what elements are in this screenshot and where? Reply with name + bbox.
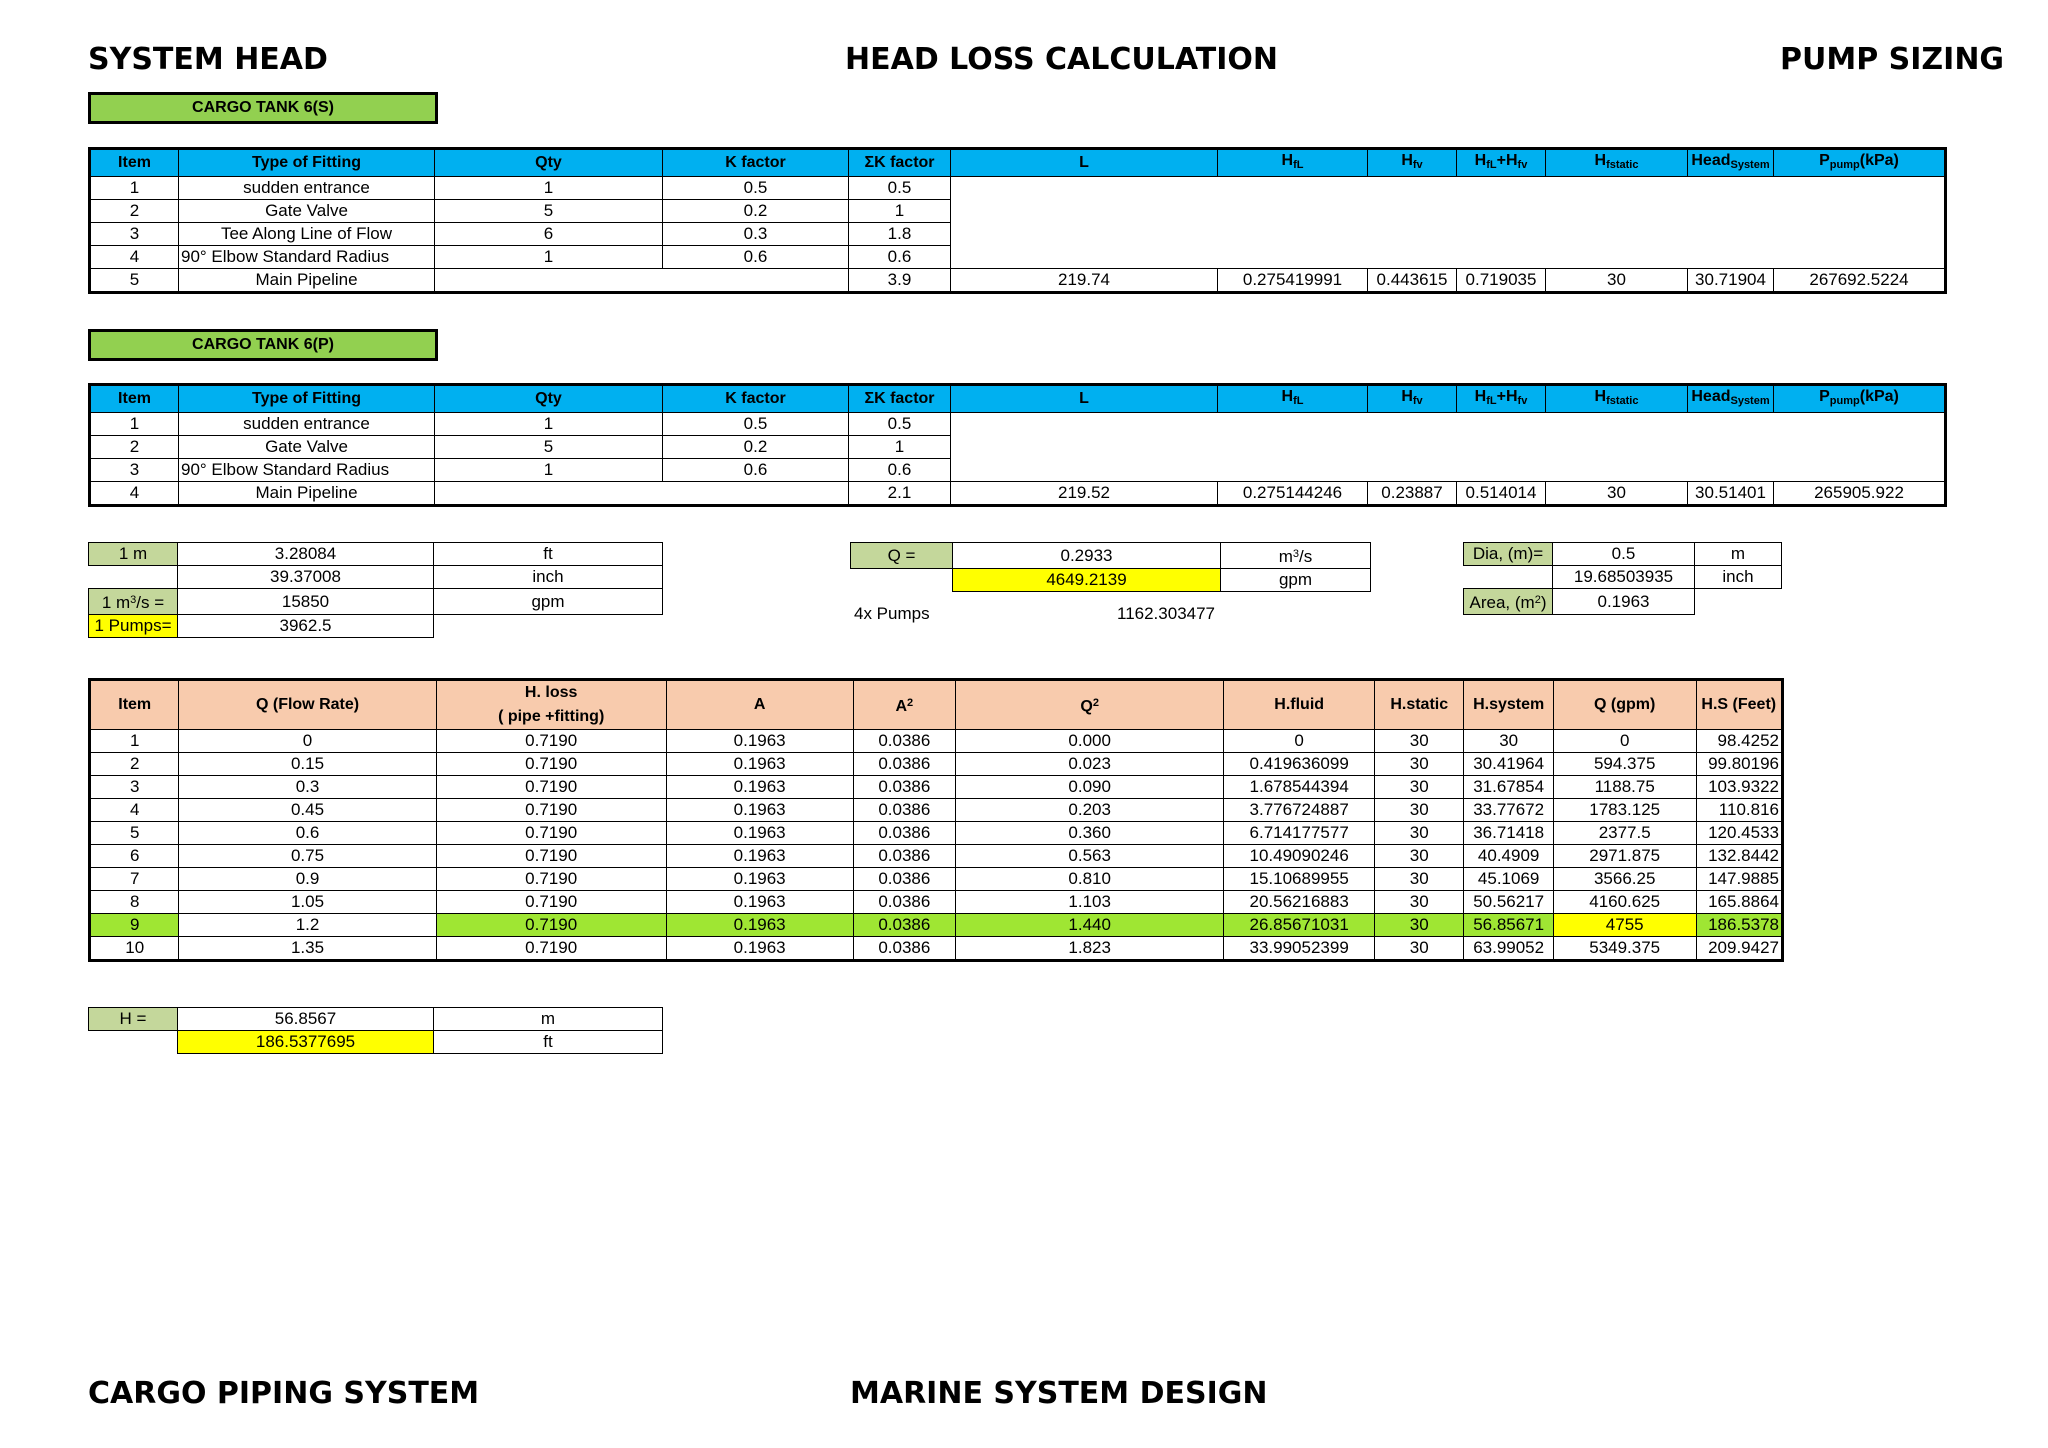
col-area: A [666,680,853,730]
cell-sumk: 1 [849,200,951,223]
col-hfl: $H_{fL}$ [1218,385,1368,413]
cell-item: 10 [90,937,179,961]
cell-area: 0.1963 [666,730,853,753]
cell-qty: 1 [435,177,663,200]
dia-inch-unit: inch [1695,566,1782,589]
col-ppump: $P_{pump}(kPa)$ [1774,149,1946,177]
cell-head-loss: 0.7190 [436,845,666,868]
cell-type: sudden entrance [179,413,435,436]
cell-q-squared: 0.203 [956,799,1224,822]
cell-q-gpm: 4755 [1553,914,1696,937]
blank [434,615,663,638]
cell-h-fluid: 1.678544394 [1224,776,1375,799]
cell-type: sudden entrance [179,177,435,200]
cell-item: 3 [90,459,179,482]
pumps-value: 3962.5 [178,615,434,638]
tank-p-fitting-table [88,383,1947,507]
head-result-meters-unit: m [434,1008,663,1031]
cell-item: 8 [90,891,179,914]
col-hsum: $H_{fL}+H_{fv}$ [1457,149,1546,177]
unit-conversion-table [88,542,663,638]
cell-k: 0.2 [663,200,849,223]
cell-item: 7 [90,868,179,891]
cell-h-system: 63.99052 [1464,937,1553,961]
cell-sumk: 3.9 [849,269,951,293]
cell-item: 4 [90,799,179,822]
pumps-label: 1 Pumps= [89,615,178,638]
cell-h-fluid: 26.85671031 [1224,914,1375,937]
cell-item: 5 [90,822,179,845]
col-head: Head$_{System}$ [1688,149,1774,177]
cell-q-squared: 1.440 [956,914,1224,937]
cell-head: 30.71904 [1688,269,1774,293]
cell-flow-rate: 0.75 [179,845,436,868]
col-k: K factor [663,385,849,413]
tank-s-header-row [90,149,1946,177]
cell-qty: 1 [435,459,663,482]
cell-flow-rate: 0.45 [179,799,436,822]
cell-hsum: 0.514014 [1457,482,1546,506]
col-hfl: $H_{fL}$ [1218,149,1368,177]
cell-item: 2 [90,200,179,223]
inch-value: 39.37008 [178,566,434,589]
footer-cargo-piping-system: CARGO PIPING SYSTEM [88,1376,480,1411]
area-label: Area, $(m^2)$ [1464,589,1553,615]
col-h-system: H.system [1464,680,1553,730]
cell-item: 4 [90,246,179,269]
blank [1695,589,1782,615]
col-hs-feet: H.S (Feet) [1696,680,1782,730]
cell-area: 0.1963 [666,799,853,822]
cell-q-squared: 0.000 [956,730,1224,753]
cell-h-system: 56.85671 [1464,914,1553,937]
cell-area: 0.1963 [666,753,853,776]
cell-head-loss: 0.7190 [436,891,666,914]
inch-unit: inch [434,566,663,589]
col-item: Item [90,149,179,177]
gpm-value: 15850 [178,589,434,615]
tank-s-fitting-table [88,147,1947,294]
cell-type: Main Pipeline [179,269,435,293]
cell-head-loss: 0.7190 [436,822,666,845]
table-row [90,868,1783,891]
head-result-feet: 186.5377695 [178,1031,434,1054]
table-row [90,891,1783,914]
cell-hs-feet: 209.9427 [1696,937,1782,961]
flow-gpm-unit: gpm [1221,569,1371,592]
col-hfv: $H_{fv}$ [1368,385,1457,413]
flow-q-unit: $m^3/s$ [1221,543,1371,569]
cell-blank [435,269,849,293]
cell-item: 3 [90,776,179,799]
col-item: Item [90,680,179,730]
feet-unit: ft [434,543,663,566]
dia-unit: m [1695,543,1782,566]
col-ppump: $P_{pump}(kPa)$ [1774,385,1946,413]
col-type: Type of Fitting [179,385,435,413]
cell-area-squared: 0.0386 [853,730,955,753]
cell-flow-rate: 0.6 [179,822,436,845]
main-pipeline-row [90,269,1946,293]
cell-q-gpm: 1188.75 [1553,776,1696,799]
cell-item: 3 [90,223,179,246]
cell-area-squared: 0.0386 [853,937,955,961]
table-row [90,937,1783,961]
cell-q-squared: 0.810 [956,868,1224,891]
col-hstatic: $H_{fstatic}$ [1546,385,1688,413]
cell-flow-rate: 1.2 [179,914,436,937]
col-h-static: H.static [1375,680,1464,730]
cell-k: 0.6 [663,459,849,482]
dia-inch-value: 19.68503935 [1553,566,1695,589]
empty-area [951,177,1946,269]
cell-item: 2 [90,753,179,776]
cell-q-squared: 0.023 [956,753,1224,776]
cell-item: 1 [90,730,179,753]
dia-label: Dia, (m)= [1464,543,1553,566]
cell-type: 90° Elbow Standard Radius [179,459,435,482]
cell-h-static: 30 [1375,776,1464,799]
cell-hfv: 0.23887 [1368,482,1457,506]
dia-value: 0.5 [1553,543,1695,566]
cell-area: 0.1963 [666,845,853,868]
cell-head-loss: 0.7190 [436,753,666,776]
cell-h-system: 30.41964 [1464,753,1553,776]
col-hfv: $H_{fv}$ [1368,149,1457,177]
table-row [90,413,1946,436]
cell-head-loss: 0.7190 [436,914,666,937]
cell-q-squared: 1.103 [956,891,1224,914]
cell-h-fluid: 10.49090246 [1224,845,1375,868]
cell-h-static: 30 [1375,937,1464,961]
cell-flow-rate: 0.3 [179,776,436,799]
diameter-table [1463,542,1782,615]
cell-qty: 1 [435,246,663,269]
col-hsum: $H_{fL}+H_{fv}$ [1457,385,1546,413]
blank [89,1031,178,1054]
col-sumk: ΣK factor [849,385,951,413]
cell-area: 0.1963 [666,914,853,937]
cell-hs-feet: 103.9322 [1696,776,1782,799]
cell-flow-rate: 0 [179,730,436,753]
cell-sumk: 1.8 [849,223,951,246]
cell-hstatic: 30 [1546,269,1688,293]
cell-h-system: 33.77672 [1464,799,1553,822]
col-qty: Qty [435,149,663,177]
table-row [90,776,1783,799]
cell-type: 90° Elbow Standard Radius [179,246,435,269]
cell-area-squared: 0.0386 [853,776,955,799]
cell-type: Gate Valve [179,200,435,223]
cell-h-system: 50.56217 [1464,891,1553,914]
cell-h-static: 30 [1375,822,1464,845]
cell-head-loss: 0.7190 [436,868,666,891]
head-result-feet-unit: ft [434,1031,663,1054]
cell-h-fluid: 20.56216883 [1224,891,1375,914]
header-pump-sizing: PUMP SIZING [1780,42,2005,77]
table-row [90,177,1946,200]
flow-gpm-value: 4649.2139 [953,569,1221,592]
cell-head-loss: 0.7190 [436,730,666,753]
cell-hs-feet: 186.5378 [1696,914,1782,937]
cell-qty: 5 [435,436,663,459]
cell-h-static: 30 [1375,914,1464,937]
cell-k: 0.2 [663,436,849,459]
col-qty: Qty [435,385,663,413]
cell-k: 0.3 [663,223,849,246]
cell-area: 0.1963 [666,937,853,961]
head-result-label: H = [89,1008,178,1031]
cell-q-squared: 0.360 [956,822,1224,845]
cell-hsum: 0.719035 [1457,269,1546,293]
table-row [90,822,1783,845]
cell-sumk: 0.5 [849,177,951,200]
cell-area: 0.1963 [666,868,853,891]
col-sumk: ΣK factor [849,149,951,177]
col-type: Type of Fitting [179,149,435,177]
cell-sumk: 1 [849,436,951,459]
tank-p-title: CARGO TANK 6(P) [88,329,438,361]
cell-sumk: 0.6 [849,246,951,269]
cell-area-squared: 0.0386 [853,753,955,776]
cell-qty: 6 [435,223,663,246]
table-row [90,753,1783,776]
cell-blank [435,482,849,506]
cell-head-loss: 0.7190 [436,776,666,799]
cell-head-loss: 0.7190 [436,937,666,961]
cell-flow-rate: 1.05 [179,891,436,914]
cell-k: 0.5 [663,413,849,436]
cell-h-system: 45.1069 [1464,868,1553,891]
col-k: K factor [663,149,849,177]
cell-item: 1 [90,413,179,436]
col-q-squared: $Q^2$ [956,680,1224,730]
col-l: L [951,385,1218,413]
one-meter-label: 1 m [89,543,178,566]
blank [89,566,178,589]
cell-hfl: 0.275419991 [1218,269,1368,293]
cell-q-squared: 0.090 [956,776,1224,799]
blank [1464,566,1553,589]
cell-h-fluid: 3.776724887 [1224,799,1375,822]
cell-hfv: 0.443615 [1368,269,1457,293]
cell-head-loss: 0.7190 [436,799,666,822]
cell-h-static: 30 [1375,868,1464,891]
cell-h-fluid: 0.419636099 [1224,753,1375,776]
cell-l: 219.52 [951,482,1218,506]
cell-h-static: 30 [1375,845,1464,868]
col-head: Head$_{System}$ [1688,385,1774,413]
feet-value: 3.28084 [178,543,434,566]
col-hstatic: $H_{fstatic}$ [1546,149,1688,177]
col-item: Item [90,385,179,413]
cell-sumk: 0.5 [849,413,951,436]
cell-h-static: 30 [1375,753,1464,776]
cell-hs-feet: 147.9885 [1696,868,1782,891]
cell-flow-rate: 1.35 [179,937,436,961]
cell-q-gpm: 594.375 [1553,753,1696,776]
empty-area [951,413,1946,482]
flow-q-value: 0.2933 [953,543,1221,569]
header-system-head: SYSTEM HEAD [88,42,328,77]
cell-q-gpm: 0 [1553,730,1696,753]
cell-hfl: 0.275144246 [1218,482,1368,506]
cell-area-squared: 0.0386 [853,868,955,891]
footer-marine-system-design: MARINE SYSTEM DESIGN [850,1376,1268,1411]
cell-h-static: 30 [1375,891,1464,914]
cell-hs-feet: 120.4533 [1696,822,1782,845]
cell-qty: 5 [435,200,663,223]
cell-qty: 1 [435,413,663,436]
cell-area: 0.1963 [666,891,853,914]
cell-flow-rate: 0.9 [179,868,436,891]
cell-q-squared: 1.823 [956,937,1224,961]
cell-h-fluid: 33.99052399 [1224,937,1375,961]
col-flow-rate: Q (Flow Rate) [179,680,436,730]
cell-k: 0.6 [663,246,849,269]
cell-h-system: 40.4909 [1464,845,1553,868]
system-curve-header-row [90,680,1783,730]
cell-area: 0.1963 [666,776,853,799]
system-curve-table [88,678,1784,962]
cell-h-fluid: 0 [1224,730,1375,753]
gpm-unit: gpm [434,589,663,615]
cell-ppump: 267692.5224 [1774,269,1946,293]
cell-hs-feet: 99.80196 [1696,753,1782,776]
cell-flow-rate: 0.15 [179,753,436,776]
cell-head: 30.51401 [1688,482,1774,506]
cell-k: 0.5 [663,177,849,200]
cell-item: 9 [90,914,179,937]
cell-h-system: 31.67854 [1464,776,1553,799]
col-head-loss: H. loss ( pipe +fitting) [436,680,666,730]
col-l: L [951,149,1218,177]
cell-area-squared: 0.0386 [853,891,955,914]
cell-sumk: 2.1 [849,482,951,506]
flow-q-label: Q = [851,543,953,569]
header-head-loss-calculation: HEAD LOSS CALCULATION [845,42,1278,77]
tank-s-title: CARGO TANK 6(S) [88,92,438,124]
cell-area: 0.1963 [666,822,853,845]
cell-q-gpm: 3566.25 [1553,868,1696,891]
cell-item: 2 [90,436,179,459]
cell-item: 5 [90,269,179,293]
col-q-gpm: Q (gpm) [1553,680,1696,730]
cell-l: 219.74 [951,269,1218,293]
cell-h-fluid: 6.714177577 [1224,822,1375,845]
cell-h-system: 30 [1464,730,1553,753]
cubic-meter-label: 1 $m^3/s$ = [89,589,178,615]
blank [851,569,953,592]
cell-item: 6 [90,845,179,868]
flow-rate-table [850,542,1371,592]
col-area-squared: $A^2$ [853,680,955,730]
cell-q-gpm: 2971.875 [1553,845,1696,868]
tank-p-header-row [90,385,1946,413]
system-curve-body [90,730,1783,961]
head-result-table [88,1007,663,1054]
cell-q-gpm: 5349.375 [1553,937,1696,961]
main-pipeline-row [90,482,1946,506]
four-pumps-value: 1162.303477 [1117,604,1216,623]
col-h-fluid: H.fluid [1224,680,1375,730]
cell-type: Main Pipeline [179,482,435,506]
cell-h-static: 30 [1375,730,1464,753]
cell-type: Gate Valve [179,436,435,459]
cell-q-gpm: 4160.625 [1553,891,1696,914]
cell-q-squared: 0.563 [956,845,1224,868]
cell-item: 4 [90,482,179,506]
table-row [90,799,1783,822]
table-row [90,845,1783,868]
cell-hs-feet: 98.4252 [1696,730,1782,753]
cell-sumk: 0.6 [849,459,951,482]
cell-h-static: 30 [1375,799,1464,822]
head-result-meters: 56.8567 [178,1008,434,1031]
cell-area-squared: 0.0386 [853,845,955,868]
cell-q-gpm: 2377.5 [1553,822,1696,845]
cell-h-system: 36.71418 [1464,822,1553,845]
cell-area-squared: 0.0386 [853,914,955,937]
table-row [90,730,1783,753]
cell-area-squared: 0.0386 [853,799,955,822]
area-value: 0.1963 [1553,589,1695,615]
cell-area-squared: 0.0386 [853,822,955,845]
cell-hs-feet: 110.816 [1696,799,1782,822]
cell-hs-feet: 132.8442 [1696,845,1782,868]
table-row-highlighted [90,914,1783,937]
cell-type: Tee Along Line of Flow [179,223,435,246]
cell-q-gpm: 1783.125 [1553,799,1696,822]
cell-hstatic: 30 [1546,482,1688,506]
cell-ppump: 265905.922 [1774,482,1946,506]
cell-h-fluid: 15.10689955 [1224,868,1375,891]
four-pumps-label: 4x Pumps [854,604,930,623]
cell-hs-feet: 165.8864 [1696,891,1782,914]
cell-item: 1 [90,177,179,200]
